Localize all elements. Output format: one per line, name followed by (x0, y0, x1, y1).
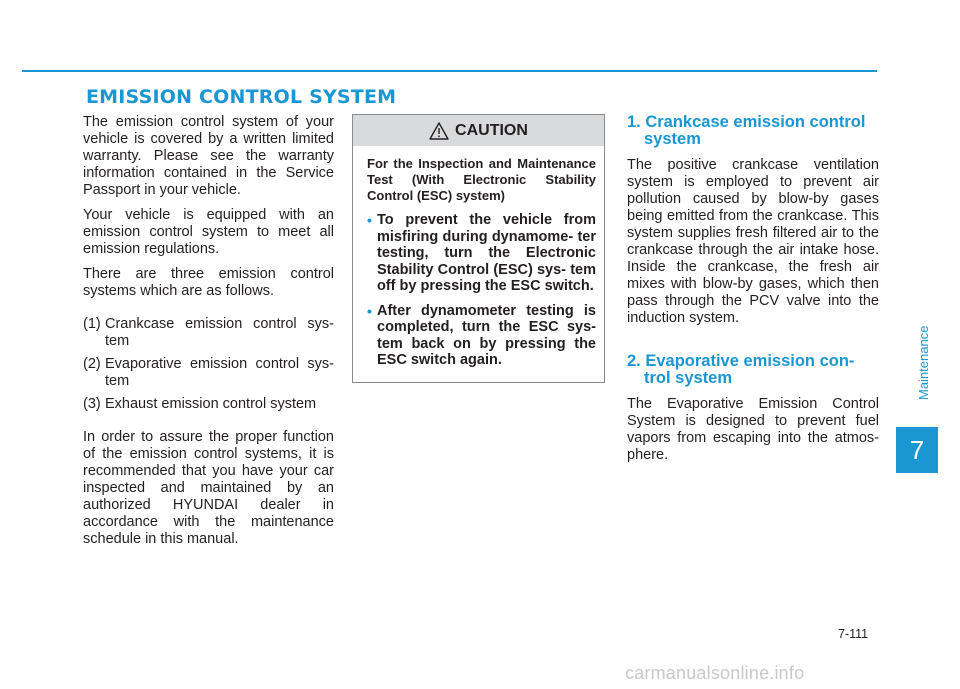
maintenance-paragraph: In order to assure the proper function of the emission control systems, it is recommended that you have your car inspected and maintained by an authorized HYUNDAI dealer in accordance with the maintenance schedule in this manual. (83, 429, 334, 547)
list-item (83, 396, 334, 413)
list-text: Evaporative emission control sys- tem (105, 356, 334, 389)
caution-title: CAUTION (455, 121, 528, 139)
top-rule (22, 70, 877, 72)
crankcase-paragraph: The positive crankcase ventilation system is employed to prevent air pollution caused by blow-by gases being emitted from the crankcase. This system supplies fresh filtered air to the crankcase through the air intake hose. Inside the crankcase, the fresh air mixes with blow-by gases, which then pass through the PCV valve into the induction system. (627, 157, 879, 326)
caution-bullet-text: After dynamometer testing is completed, turn the ESC sys- tem back on by pressing the ESC switch again. (377, 302, 596, 368)
evaporative-heading: 2. Evaporative emission con- trol system (627, 352, 855, 387)
caution-box (352, 114, 605, 383)
page-number: 7-111 (838, 627, 869, 641)
bullet-dot-icon: • (367, 302, 372, 319)
caution-bullet (367, 303, 596, 369)
systems-paragraph: There are three emission control systems which are as follows. (83, 266, 334, 299)
chapter-tab: 7 (896, 427, 938, 473)
crankcase-heading: 1. Crankcase emission control system (627, 113, 866, 148)
warning-triangle-icon (429, 122, 449, 140)
list-number: (1) (83, 316, 101, 332)
caution-bullet (367, 212, 596, 295)
side-section-label: Maintenance (916, 325, 931, 400)
caution-header (353, 115, 604, 146)
right-column (627, 114, 879, 472)
caution-bullet-text: To prevent the vehicle from misfiring during dynamome- ter testing, turn the Electronic Stability Control (ESC) sys- tem off by pressing the ESC switch. (377, 212, 596, 294)
list-item (83, 356, 334, 390)
list-text: Exhaust emission control system (105, 396, 317, 412)
watermark: carmanualsonline.info (625, 663, 805, 683)
caution-body (353, 146, 604, 369)
systems-list (83, 316, 334, 413)
evaporative-paragraph: The Evaporative Emission Control System is designed to prevent fuel vapors from escaping into the atmos- phere. (627, 396, 879, 463)
section-title: EMISSION CONTROL SYSTEM (86, 86, 397, 108)
list-number: (3) (83, 396, 101, 412)
equipment-paragraph: Your vehicle is equipped with an emission control system to meet all emission regulations. (83, 207, 334, 257)
list-text: Crankcase emission control sys- tem (105, 316, 334, 349)
bullet-dot-icon: • (367, 212, 372, 228)
list-item (83, 316, 334, 350)
left-column (83, 114, 334, 556)
list-number: (2) (83, 356, 101, 372)
intro-paragraph: The emission control system of your vehicle is covered by a written limited warranty. Please see the warranty information contained in the Service Passport in your vehicle. (83, 114, 334, 198)
caution-intro: For the Inspection and Maintenance Test (With Electronic Stability Control (ESC) system) (367, 156, 596, 203)
